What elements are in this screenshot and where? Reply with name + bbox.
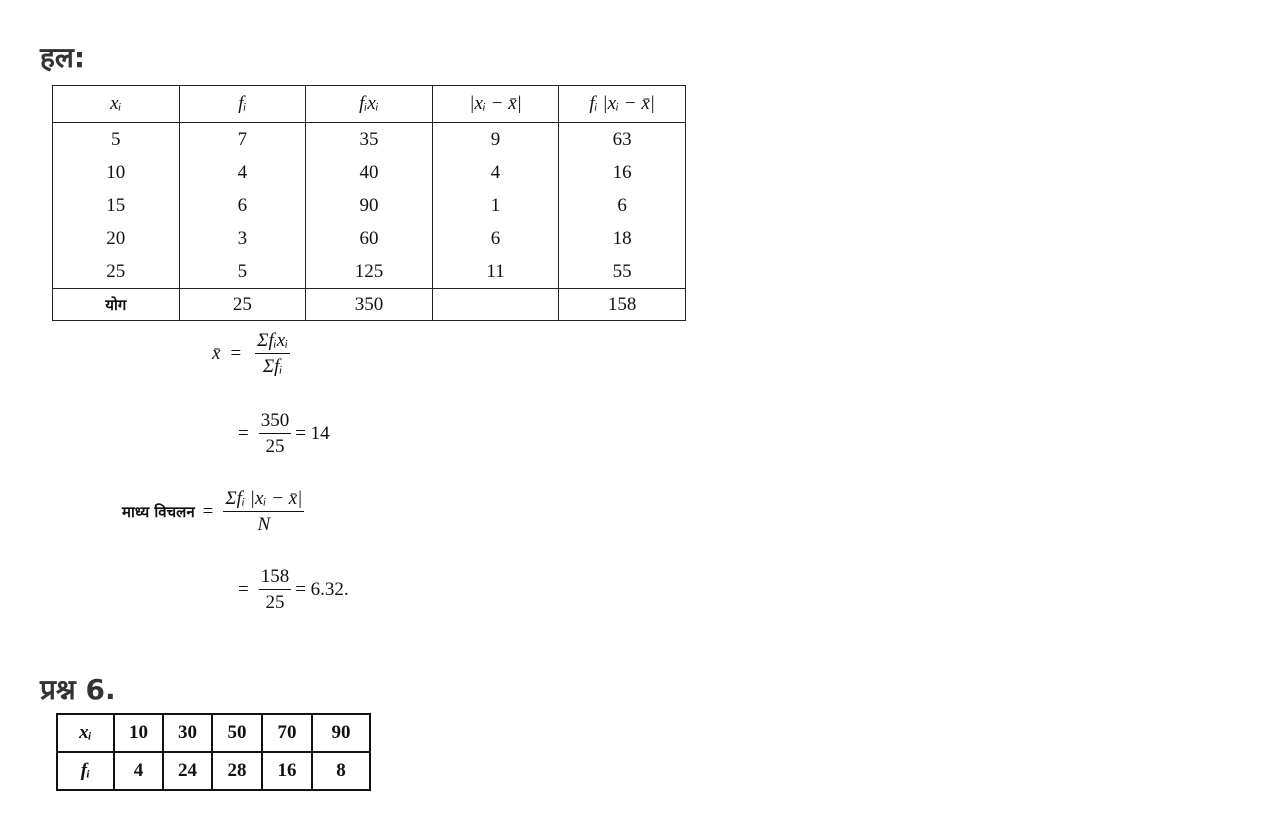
- cell: 4: [432, 156, 559, 189]
- cell: 20: [53, 222, 180, 255]
- cell: 11: [432, 255, 559, 289]
- equals-sign: =: [202, 501, 214, 522]
- md-denominator: N: [257, 514, 271, 535]
- cell: 15: [53, 189, 180, 222]
- cell: 5: [179, 255, 306, 289]
- total-label: योग: [53, 289, 180, 321]
- cell: 4: [179, 156, 306, 189]
- cell: 3: [179, 222, 306, 255]
- solution-heading: हल:: [40, 41, 86, 74]
- cell: 10: [114, 714, 163, 752]
- total-row: [53, 289, 686, 321]
- table-row: [53, 123, 686, 157]
- mean-deviation-formula: [122, 488, 308, 536]
- cell: 6: [179, 189, 306, 222]
- mean-denominator: Σfᵢ: [262, 356, 283, 377]
- md-calc-fraction: [259, 566, 292, 614]
- table-row: [53, 189, 686, 222]
- cell: 7: [179, 123, 306, 157]
- total-fi: 25: [179, 289, 306, 321]
- header-fi: fᵢ: [179, 86, 306, 123]
- header-fi-abs-dev: fᵢ |xᵢ − x̄|: [559, 86, 686, 123]
- question-table: [56, 713, 371, 791]
- cell: 24: [163, 752, 212, 790]
- cell: 5: [53, 123, 180, 157]
- cell: 16: [559, 156, 686, 189]
- mean-calc-fraction: [259, 410, 292, 458]
- mean-result: = 14: [295, 423, 330, 444]
- cell: 40: [306, 156, 433, 189]
- total-fixi: 350: [306, 289, 433, 321]
- total-fi-abs-dev: 158: [559, 289, 686, 321]
- table-row: [53, 222, 686, 255]
- mean-deviation-calculation: [238, 566, 349, 614]
- md-calc-numerator: 158: [259, 566, 292, 590]
- table-row-x: [57, 714, 370, 752]
- cell: 70: [262, 714, 312, 752]
- equals-sign: =: [230, 343, 242, 364]
- mean-calc-denominator: 25: [265, 436, 285, 457]
- cell: 90: [306, 189, 433, 222]
- mean-formula: [212, 330, 294, 378]
- cell: 6: [432, 222, 559, 255]
- mean-calc-numerator: 350: [259, 410, 292, 434]
- header-fixi: fᵢxᵢ: [306, 86, 433, 123]
- cell: 28: [212, 752, 262, 790]
- cell: 90: [312, 714, 370, 752]
- cell: 125: [306, 255, 433, 289]
- md-numerator: Σfᵢ |xᵢ − x̄|: [223, 488, 304, 512]
- equals-sign: =: [238, 579, 249, 600]
- md-result: = 6.32.: [295, 579, 349, 600]
- cell: 10: [53, 156, 180, 189]
- row-label-x: xᵢ: [57, 714, 114, 752]
- mean-symbol: x̄: [212, 343, 221, 364]
- cell: 1: [432, 189, 559, 222]
- table-header-row: [53, 86, 686, 123]
- cell: 18: [559, 222, 686, 255]
- cell: 16: [262, 752, 312, 790]
- cell: 63: [559, 123, 686, 157]
- cell: 35: [306, 123, 433, 157]
- md-calc-denominator: 25: [265, 592, 285, 613]
- table-row: [53, 156, 686, 189]
- cell: 55: [559, 255, 686, 289]
- cell: 60: [306, 222, 433, 255]
- cell: 30: [163, 714, 212, 752]
- mean-numerator: Σfᵢxᵢ: [255, 330, 290, 354]
- header-abs-dev: |xᵢ − x̄|: [432, 86, 559, 123]
- header-xi: xᵢ: [53, 86, 180, 123]
- md-fraction: [223, 488, 304, 536]
- deviation-table: [52, 85, 686, 321]
- cell: 4: [114, 752, 163, 790]
- cell: 9: [432, 123, 559, 157]
- mean-fraction: [255, 330, 290, 378]
- cell: 8: [312, 752, 370, 790]
- cell: 25: [53, 255, 180, 289]
- table-row: [53, 255, 686, 289]
- table-row-f: [57, 752, 370, 790]
- row-label-f: fᵢ: [57, 752, 114, 790]
- question-heading: प्रश्न 6.: [40, 673, 116, 706]
- cell: 50: [212, 714, 262, 752]
- total-empty: [432, 289, 559, 321]
- mean-deviation-label: माध्य विचलन: [122, 503, 195, 521]
- mean-calculation: [238, 410, 330, 458]
- cell: 6: [559, 189, 686, 222]
- equals-sign: =: [238, 423, 249, 444]
